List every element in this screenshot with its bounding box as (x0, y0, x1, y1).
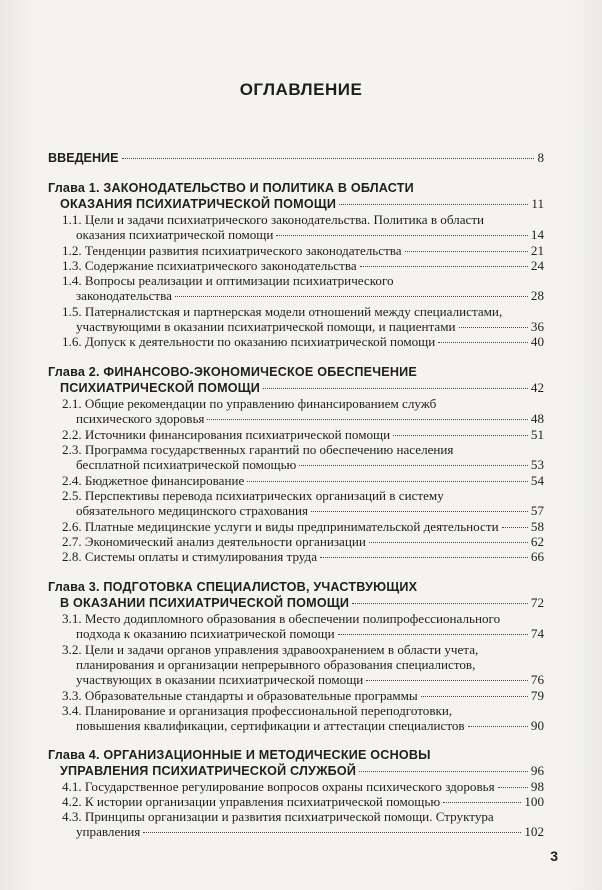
toc-entry-text: 2.2. Источники финансирования психиатрической помощи (62, 427, 391, 442)
toc-page-number: 51 (530, 427, 544, 442)
toc-line (48, 763, 544, 778)
toc-section[interactable] (62, 442, 544, 472)
toc-entry-text: повышения квалификации, сертификации и аттестации специалистов (76, 718, 465, 733)
toc-section[interactable] (62, 258, 544, 273)
toc-section[interactable] (62, 642, 544, 687)
toc-line (62, 427, 544, 442)
toc-line (48, 365, 544, 380)
toc-page-number: 62 (530, 534, 544, 549)
toc-section[interactable] (62, 243, 544, 258)
toc-section[interactable] (62, 794, 544, 809)
toc-entry-text: 2.4. Бюджетное финансирование (62, 473, 245, 488)
toc-entry-text: Глава 1. ЗАКОНОДАТЕЛЬСТВО И ПОЛИТИКА В ОБЛАСТИ (48, 181, 414, 195)
toc-line (62, 718, 544, 733)
toc-page-number: 90 (530, 718, 544, 733)
toc-entry-text: Глава 3. ПОДГОТОВКА СПЕЦИАЛИСТОВ, УЧАСТВУЮЩИХ (48, 580, 418, 594)
toc-page-number: 28 (530, 288, 544, 303)
toc-page-number: 36 (530, 319, 544, 334)
toc-line (62, 334, 544, 349)
toc-section[interactable] (62, 809, 544, 839)
toc-section[interactable] (62, 334, 544, 349)
toc-entry-text: 1.4. Вопросы реализации и оптимизации психиатрического (62, 273, 394, 288)
toc-section[interactable] (62, 473, 544, 488)
toc-section[interactable] (62, 488, 544, 518)
toc-line (62, 473, 544, 488)
toc-entry-text: 1.6. Допуск к деятельности по оказанию психиатрической помощи (62, 334, 436, 349)
toc-entry-text: подхода к оказанию психиатрической помощи (76, 626, 335, 641)
toc-entry-text: 1.1. Цели и задачи психиатрического законодательства. Политика в области (62, 212, 485, 227)
toc-line (48, 181, 544, 196)
toc-page-number: 42 (530, 380, 544, 395)
dot-leader (299, 464, 528, 466)
toc-page-number: 96 (530, 763, 544, 778)
toc-line (62, 503, 544, 518)
toc-line (62, 657, 544, 672)
toc-entry-text: ОКАЗАНИЯ ПСИХИАТРИЧЕСКОЙ ПОМОЩИ (60, 197, 337, 211)
toc-entry-text: В ОКАЗАНИИ ПСИХИАТРИЧЕСКОЙ ПОМОЩИ (60, 596, 350, 610)
dot-leader (207, 418, 527, 420)
toc-line (62, 642, 544, 657)
toc-line (62, 319, 544, 334)
toc-page-number: 24 (530, 258, 544, 273)
toc-heading: ОГЛАВЛЕНИЕ (239, 80, 363, 99)
toc-page-number: 74 (530, 626, 544, 641)
toc-entry-text: Глава 2. ФИНАНСОВО-ЭКОНОМИЧЕСКОЕ ОБЕСПЕЧЕНИЕ (48, 365, 418, 379)
toc-line (62, 212, 544, 227)
toc-page-number: 58 (530, 519, 544, 534)
toc-line (62, 227, 544, 242)
toc-entry-text: 4.3. Принципы организации и развития психиатрической помощи. Структура (62, 809, 494, 824)
dot-leader (338, 633, 528, 635)
toc-entry-text: ВВЕДЕНИЕ (48, 151, 119, 165)
toc-line (62, 824, 544, 839)
dot-leader (502, 526, 528, 528)
toc-line (62, 488, 544, 503)
toc-page-number: 53 (530, 457, 544, 472)
toc-entry-text: бесплатной психиатрической помощью (76, 457, 297, 472)
toc-page-number: 11 (531, 196, 544, 211)
toc-entry-text: 2.7. Экономический анализ деятельности организации (62, 534, 366, 549)
toc-entry-text: законодательства (76, 288, 172, 303)
toc-entry-text: 1.2. Тенденции развития психиатрического законодательства (62, 243, 402, 258)
toc-section[interactable] (62, 534, 544, 549)
toc-line (62, 779, 544, 794)
toc-entry-text: 3.4. Планирование и организация профессиональной переподготовки, (62, 703, 453, 718)
toc-entry-text: 4.2. К истории организации управления психиатрической помощью (62, 794, 441, 809)
dot-leader (247, 480, 528, 482)
toc-entry-text: участвующими в оказании психиатрической помощи, и пациентами (76, 319, 456, 334)
toc-page-number: 8 (537, 150, 544, 165)
dot-leader (339, 203, 528, 205)
toc-entry-text: 3.2. Цели и задачи органов управления здравоохранением в области учета, (62, 642, 479, 657)
toc-line (62, 703, 544, 718)
toc-page-number: 14 (530, 227, 544, 242)
toc-line (62, 519, 544, 534)
toc-line (48, 748, 544, 763)
dot-leader (276, 234, 528, 236)
toc-page-number: 54 (530, 473, 544, 488)
toc-entry-text: 2.8. Системы оплаты и стимулирования труда (62, 549, 318, 564)
toc-line (62, 688, 544, 703)
toc-section[interactable] (62, 611, 544, 641)
toc-entry-text: 4.1. Государственное регулирование вопросов охраны психического здоровья (62, 779, 495, 794)
toc-line (48, 595, 544, 610)
toc-line (48, 580, 544, 595)
toc-chapter[interactable] (48, 181, 544, 211)
dot-leader (498, 786, 528, 788)
toc-page-number: 102 (524, 824, 544, 839)
toc-page-number: 76 (530, 672, 544, 687)
toc-entry-text: УПРАВЛЕНИЯ ПСИХИАТРИЧЕСКОЙ СЛУЖБОЙ (60, 764, 357, 778)
dot-leader (369, 541, 528, 543)
toc-section[interactable] (62, 703, 544, 733)
toc-line (62, 288, 544, 303)
toc-entry-text: 2.5. Перспективы перевода психиатрических организаций в систему (62, 488, 444, 503)
dot-leader (359, 770, 528, 772)
toc-entry-text: ПСИХИАТРИЧЕСКОЙ ПОМОЩИ (60, 381, 261, 395)
dot-leader (122, 157, 535, 159)
dot-leader (263, 387, 528, 389)
toc-section[interactable] (62, 549, 544, 564)
dot-leader (393, 434, 528, 436)
toc-entry-text: 1.3. Содержание психиатрического законодательства (62, 258, 357, 273)
toc-line (48, 196, 544, 211)
toc-entry-text: 1.5. Патерналистская и партнерская модели отношений между специалистами, (62, 304, 503, 319)
toc-entry-text: участвующих в оказании психиатрической помощи (76, 672, 364, 687)
toc-section[interactable] (62, 688, 544, 703)
dot-leader (459, 326, 528, 328)
toc-section[interactable] (62, 519, 544, 534)
toc-page-number: 100 (524, 794, 544, 809)
toc-page-number: 79 (530, 688, 544, 703)
dot-leader (405, 250, 528, 252)
toc-entry-text: 2.3. Программа государственных гарантий по обеспечению населения (62, 442, 454, 457)
toc-section[interactable] (62, 427, 544, 442)
page-number: 3 (550, 848, 558, 864)
dot-leader (143, 831, 521, 833)
toc-chapter[interactable] (48, 365, 544, 395)
toc-section[interactable] (62, 396, 544, 426)
dot-leader (366, 679, 528, 681)
toc-line (62, 273, 544, 288)
dot-leader (352, 602, 528, 604)
toc-page-number: 21 (530, 243, 544, 258)
toc-line (62, 611, 544, 626)
toc-line (62, 442, 544, 457)
toc-entry-text: 3.1. Место додипломного образования в обеспечении полипрофессионального (62, 611, 501, 626)
toc-line (48, 380, 544, 395)
dot-leader (421, 695, 528, 697)
toc-line (62, 549, 544, 564)
toc-page-number: 66 (530, 549, 544, 564)
toc-entry-text: оказания психиатрической помощи (76, 227, 274, 242)
dot-leader (175, 295, 528, 297)
toc-entry-text: 3.3. Образовательные стандарты и образовательные программы (62, 688, 418, 703)
toc-entry-text: управления (76, 824, 141, 839)
toc-line (62, 243, 544, 258)
toc-page-number: 98 (530, 779, 544, 794)
dot-leader (468, 725, 528, 727)
toc-chapter[interactable] (48, 580, 544, 610)
toc-line (62, 672, 544, 687)
toc-chapter[interactable] (48, 748, 544, 778)
toc-page-number: 72 (530, 595, 544, 610)
toc-section[interactable] (62, 779, 544, 794)
toc-page-number: 40 (530, 334, 544, 349)
toc-page-number: 57 (530, 503, 544, 518)
toc-line (62, 626, 544, 641)
toc-line (62, 304, 544, 319)
toc-entry-text: Глава 4. ОРГАНИЗАЦИОННЫЕ И МЕТОДИЧЕСКИЕ ОСНОВЫ (48, 748, 431, 762)
toc-section[interactable] (62, 273, 544, 303)
toc-entry-text: 2.1. Общие рекомендации по управлению финансированием служб (62, 396, 437, 411)
toc-line (62, 794, 544, 809)
toc-section[interactable] (62, 304, 544, 334)
dot-leader (320, 556, 528, 558)
toc-entry-text: планирования и организации непрерывного образования специалистов, (76, 657, 476, 672)
toc-page-number: 48 (530, 411, 544, 426)
toc-line (62, 457, 544, 472)
dot-leader (360, 265, 528, 267)
toc-line (62, 258, 544, 273)
toc-section[interactable] (62, 212, 544, 242)
dot-leader (311, 510, 528, 512)
toc-line (62, 396, 544, 411)
toc-intro[interactable] (48, 150, 544, 165)
toc-entry-text: 2.6. Платные медицинские услуги и виды предпринимательской деятельности (62, 519, 499, 534)
toc-entry-text: психического здоровья (76, 411, 205, 426)
dot-leader (443, 801, 521, 803)
toc-line (62, 411, 544, 426)
toc-line (62, 809, 544, 824)
toc-entry-text: обязательного медицинского страхования (76, 503, 309, 518)
toc-line (48, 150, 544, 165)
dot-leader (438, 341, 528, 343)
toc-line (62, 534, 544, 549)
